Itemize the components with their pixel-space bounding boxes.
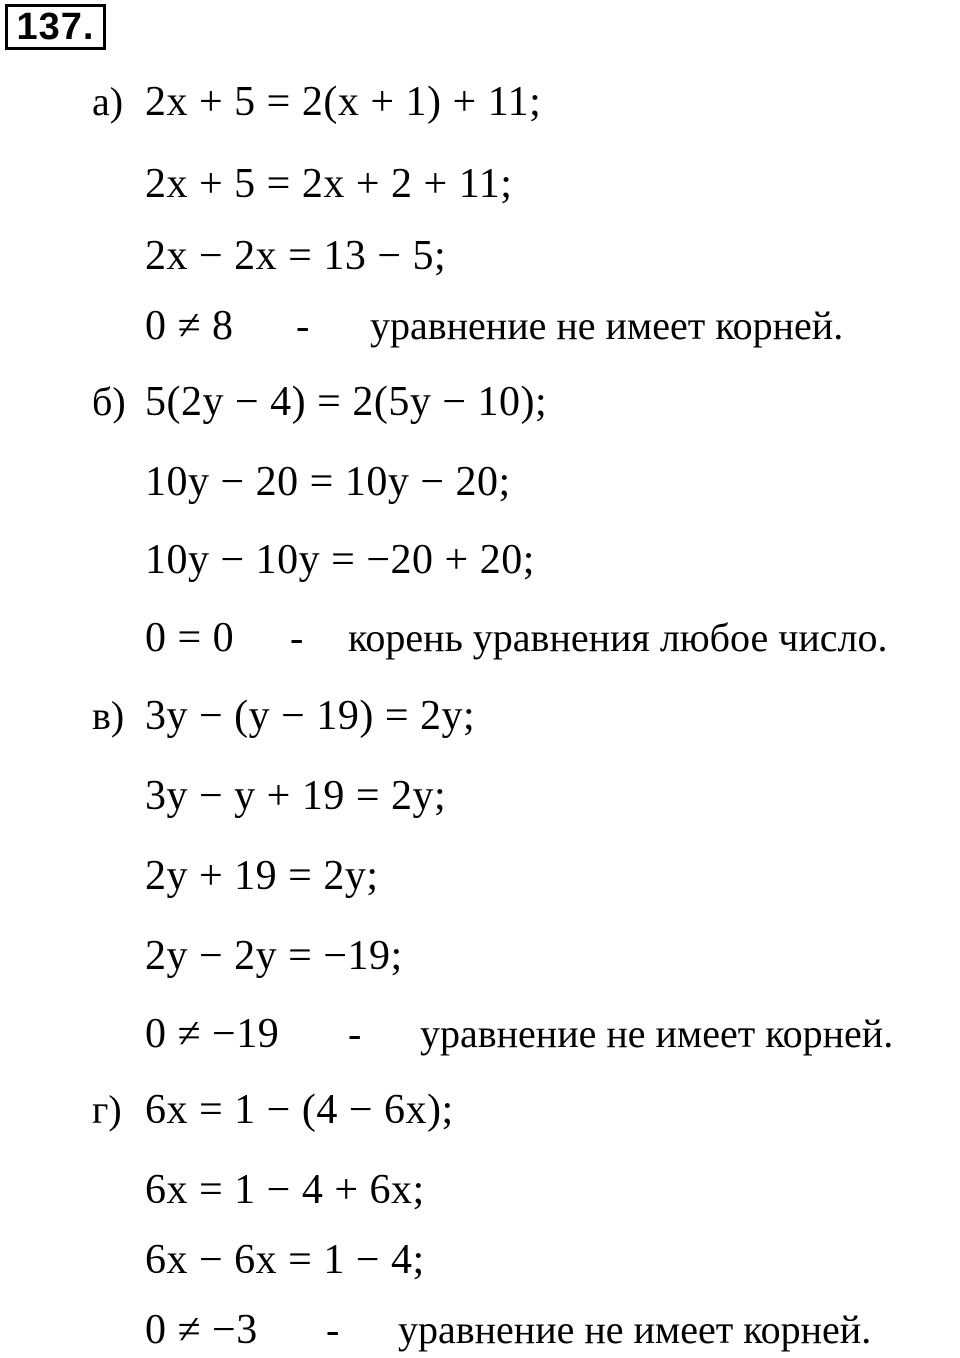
conclusion: корень уравнения любое число.: [348, 615, 888, 660]
equation: 2x − 2x = 13 − 5;: [145, 233, 447, 279]
part-a-label: а): [92, 79, 124, 124]
conclusion: уравнение не имеет корней.: [398, 1307, 872, 1352]
dash: -: [290, 615, 304, 660]
equation: 0 ≠ −3: [145, 1307, 258, 1353]
dash: -: [296, 303, 310, 348]
part-d-label: г): [92, 1087, 122, 1132]
equation: 5(2y − 4) = 2(5y − 10);: [145, 379, 548, 425]
conclusion: уравнение не имеет корней.: [370, 303, 844, 348]
part-b-label: б): [92, 379, 126, 424]
dash: -: [348, 1011, 362, 1056]
equation: 2y − 2y = −19;: [145, 933, 403, 979]
dash: -: [326, 1307, 340, 1352]
equation: 6x = 1 − 4 + 6x;: [145, 1167, 425, 1213]
equation: 2x + 5 = 2x + 2 + 11;: [145, 161, 513, 207]
equation: 6x − 6x = 1 − 4;: [145, 1237, 425, 1283]
problem-number: 137.: [5, 4, 106, 50]
equation: 0 ≠ −19: [145, 1011, 280, 1057]
equation: 2y + 19 = 2y;: [145, 853, 379, 899]
equation: 0 ≠ 8: [145, 303, 234, 349]
equation: 10y − 10y = −20 + 20;: [145, 537, 535, 583]
part-c-label: в): [92, 693, 125, 738]
equation: 6x = 1 − (4 − 6x);: [145, 1087, 454, 1133]
equation: 3y − (y − 19) = 2y;: [145, 693, 476, 739]
equation: 2x + 5 = 2(x + 1) + 11;: [145, 79, 542, 125]
equation: 0 = 0: [145, 615, 235, 661]
equation: 3y − y + 19 = 2y;: [145, 773, 447, 819]
conclusion: уравнение не имеет корней.: [420, 1011, 894, 1056]
equation: 10y − 20 = 10y − 20;: [145, 459, 511, 505]
